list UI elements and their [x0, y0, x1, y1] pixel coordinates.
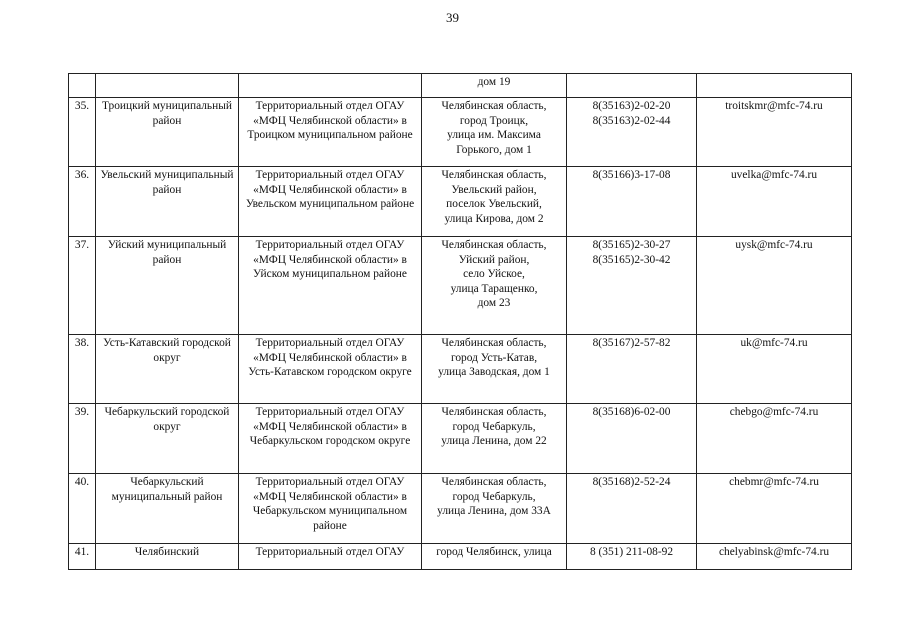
email: uvelka@mfc-74.ru	[697, 167, 852, 237]
address-line: Челябинская область,	[441, 337, 547, 349]
address	[422, 474, 567, 544]
municipality-name: Челябинский	[96, 544, 239, 570]
address-line: город Троицк,	[459, 114, 529, 127]
phone-number: 8(35168)2-52-24	[592, 476, 671, 488]
page-number: 39	[446, 10, 459, 25]
phone-cell	[567, 74, 697, 98]
office-name: Территориальный отдел ОГАУ «МФЦ Челябинской области» в Чебаркульском городском округе	[239, 404, 422, 474]
address	[422, 237, 567, 335]
address-line: город Чебаркуль,	[452, 420, 536, 433]
phone-number: 8 (351) 211-08-92	[589, 546, 674, 558]
address	[422, 98, 567, 167]
phone-number: 8(35167)2-57-82	[592, 337, 671, 349]
office-name: Территориальный отдел ОГАУ «МФЦ Челябинской области» в Уйском муниципальном районе	[239, 237, 422, 335]
address-line: город Чебаркуль,	[452, 490, 536, 503]
municipality-name: Уйский муниципальный район	[96, 237, 239, 335]
email: chebgo@mfc-74.ru	[697, 404, 852, 474]
office-name: Территориальный отдел ОГАУ «МФЦ Челябинской области» в Усть-Катавском городском округе	[239, 335, 422, 404]
row-number: 40.	[69, 474, 96, 544]
table-row-continuation	[69, 74, 852, 98]
row-number: 36.	[69, 167, 96, 237]
address-line: улица Заводская, дом 1	[438, 366, 550, 379]
table-row	[69, 237, 852, 335]
row-number: 39.	[69, 404, 96, 474]
phones	[567, 98, 697, 167]
address-line: улица Ленина, дом 22	[441, 435, 547, 448]
address-line: поселок Увельский,	[446, 198, 542, 211]
row-number: 35.	[69, 98, 96, 167]
address-line: Увельский район,	[451, 183, 537, 196]
address-line: город Усть-Катав,	[450, 351, 538, 364]
phones	[567, 544, 697, 570]
phones	[567, 237, 697, 335]
phones	[567, 474, 697, 544]
email: troitskmr@mfc-74.ru	[697, 98, 852, 167]
address-cell: дом 19	[422, 74, 567, 98]
municipality-name: Чебаркульский муниципальный район	[96, 474, 239, 544]
municipality-name: Троицкий муниципальный район	[96, 98, 239, 167]
email: chebmr@mfc-74.ru	[697, 474, 852, 544]
office-name: Территориальный отдел ОГАУ «МФЦ Челябинской области» в Увельском муниципальном районе	[239, 167, 422, 237]
row-number-cell	[69, 74, 96, 98]
address-line: дом 23	[477, 297, 511, 310]
table-row	[69, 335, 852, 404]
address-line: Челябинская область,	[441, 169, 547, 181]
table-row	[69, 474, 852, 544]
address-line: Челябинская область,	[441, 406, 547, 418]
email: uysk@mfc-74.ru	[697, 237, 852, 335]
office-name: Территориальный отдел ОГАУ «МФЦ Челябинской области» в Чебаркульском муниципальном районе	[239, 474, 422, 544]
municipality-name: Чебаркульский городской округ	[96, 404, 239, 474]
address	[422, 544, 567, 570]
phones	[567, 167, 697, 237]
address	[422, 335, 567, 404]
phone-number: 8(35165)2-30-42	[592, 253, 671, 266]
address	[422, 404, 567, 474]
phones	[567, 404, 697, 474]
mfc-offices-table	[68, 73, 852, 570]
office-name: Территориальный отдел ОГАУ «МФЦ Челябинской области» в Троицком муниципальном районе	[239, 98, 422, 167]
municipality-name: Увельский муниципальный район	[96, 167, 239, 237]
email: chelyabinsk@mfc-74.ru	[697, 544, 852, 570]
address-line: Уйский район,	[458, 253, 530, 266]
address-line: улица Ленина, дом 33А	[437, 505, 551, 518]
phones	[567, 335, 697, 404]
office-name: Территориальный отдел ОГАУ	[239, 544, 422, 570]
address-line: Челябинская область,	[441, 100, 547, 112]
table-row	[69, 98, 852, 167]
phone-number: 8(35168)6-02-00	[592, 406, 671, 418]
municipality-cell	[96, 74, 239, 98]
address	[422, 167, 567, 237]
address-line: Челябинская область,	[441, 239, 547, 251]
table-row	[69, 544, 852, 570]
phone-number: 8(35163)2-02-20	[592, 100, 671, 112]
phone-number: 8(35166)3-17-08	[592, 169, 671, 181]
address-line: улица им. Максима	[447, 129, 541, 142]
table-row	[69, 404, 852, 474]
phone-number: 8(35163)2-02-44	[592, 114, 671, 127]
address-line: Челябинская область,	[441, 476, 547, 488]
row-number: 41.	[69, 544, 96, 570]
table-row	[69, 167, 852, 237]
email: uk@mfc-74.ru	[697, 335, 852, 404]
municipality-name: Усть-Катавский городской округ	[96, 335, 239, 404]
office-cell	[239, 74, 422, 98]
address-line: город Челябинск, улица	[436, 546, 552, 558]
address-line: улица Кирова, дом 2	[444, 212, 544, 225]
phone-number: 8(35165)2-30-27	[592, 239, 671, 251]
address-line: село Уйское,	[463, 268, 525, 281]
row-number: 38.	[69, 335, 96, 404]
address-line: Горького, дом 1	[456, 143, 532, 156]
address-line: улица Таращенко,	[450, 282, 538, 295]
row-number: 37.	[69, 237, 96, 335]
email-cell	[697, 74, 852, 98]
